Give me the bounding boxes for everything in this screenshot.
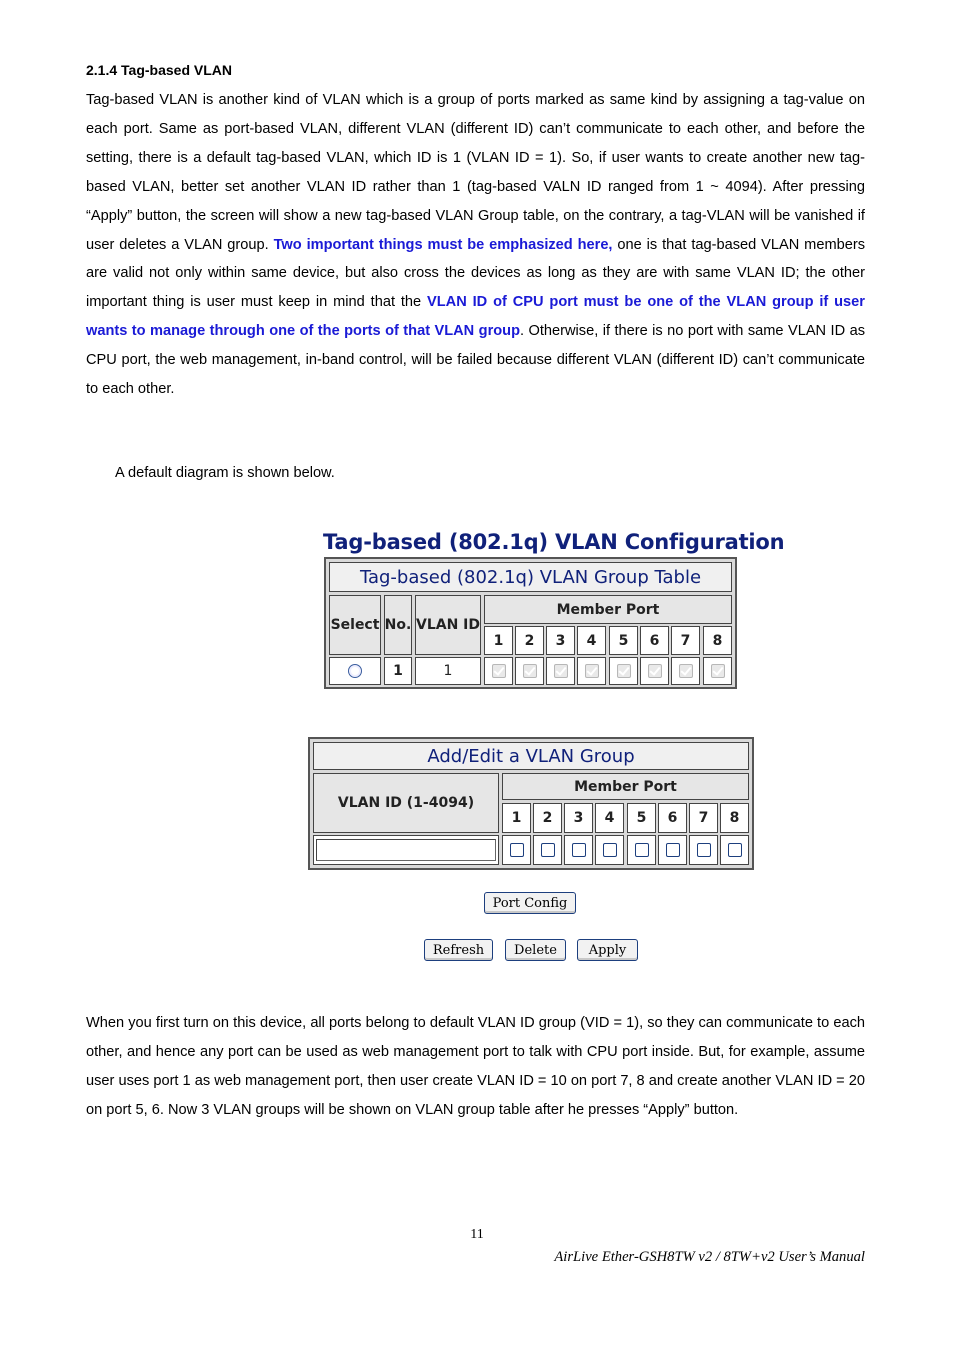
para1-text-1: Tag-based VLAN is another kind of VLAN which is a group of ports marked as same kind by assigning a tag-value on each port. Same as port-based VLAN, different VLAN (different ID) can’t communicate to each other, and before the setting, there is a default tag-based VLAN, which ID is 1 (VLAN ID = 1). So, if user wants to create another new tag-based VLAN, better set another VLAN ID rather than 1 (tag-based VALN ID ranged from 1 ~ 4094). After pressing “Apply” button, the screen will show a new tag-based VLAN Group table, on the contrary, a tag-VLAN will be vanished if user deletes a VLAN group. <box>86 92 865 253</box>
port-header-8: 8 <box>703 626 732 655</box>
add-port-7-checkbox[interactable] <box>697 843 711 857</box>
add-port-header-2: 2 <box>533 803 562 833</box>
port-header-5: 5 <box>609 626 638 655</box>
footer-manual-title: AirLive Ether-GSH8TW v2 / 8TW+v2 User’s Manual <box>554 1249 865 1265</box>
port-header-3: 3 <box>546 626 575 655</box>
row-port-2-cell <box>515 657 544 685</box>
add-port-2-cell <box>533 835 562 865</box>
section-title: 2.1.4 Tag-based VLAN <box>86 62 233 78</box>
figure-title: Tag-based (802.1q) VLAN Configuration <box>323 530 785 554</box>
port-header-1: 1 <box>484 626 513 655</box>
add-edit-vlan-group <box>308 737 754 870</box>
add-port-2-checkbox[interactable] <box>541 843 555 857</box>
row-select-radio[interactable] <box>348 664 362 678</box>
add-port-4-checkbox[interactable] <box>603 843 617 857</box>
col-header-no: No. <box>384 595 412 655</box>
vlan-id-label: VLAN ID (1-4094) <box>313 773 499 833</box>
para1-highlight-2: VLAN ID of CPU port must be one of the VLAN group if user wants to manage through one of the ports of that VLAN group <box>86 294 865 340</box>
para1-text-2: one is that tag-based VLAN members are valid not only within same device, but also cross the devices as long as they are with same VLAN ID; the other important thing is user must keep in mind that the <box>86 236 865 311</box>
row-port-6-checkbox <box>648 664 662 678</box>
vlan-group-table <box>324 557 737 689</box>
add-port-header-6: 6 <box>658 803 687 833</box>
row-port-5-cell <box>609 657 638 685</box>
add-member-port-header: Member Port <box>502 773 749 800</box>
refresh-button[interactable]: Refresh <box>424 939 493 961</box>
vlan-id-input[interactable] <box>316 839 496 861</box>
add-port-header-4: 4 <box>595 803 624 833</box>
add-edit-header: Add/Edit a VLAN Group <box>313 742 749 770</box>
body-paragraph-1 <box>86 86 865 404</box>
add-port-4-cell <box>595 835 624 865</box>
vlan-config-figure <box>283 526 788 976</box>
row-port-4-cell <box>577 657 606 685</box>
add-port-header-5: 5 <box>627 803 656 833</box>
add-port-3-checkbox[interactable] <box>572 843 586 857</box>
body-paragraph-2: When you first turn on this device, all ports belong to default VLAN ID group (VID = 1), so they can communicate to each other, and hence any port can be used as web management port to talk with CPU port inside. But, for example, assume user uses port 1 as web management port, then user create VLAN ID = 10 on port 7, 8 and create another VLAN ID = 20 on port 5, 6. Now 3 VLAN groups will be shown on VLAN group table after he presses “Apply” button. <box>86 1015 865 1118</box>
row-port-5-checkbox <box>617 664 631 678</box>
row-port-4-checkbox <box>585 664 599 678</box>
row-vlan-id: 1 <box>415 657 481 685</box>
add-port-1-cell <box>502 835 531 865</box>
row-port-7-checkbox <box>679 664 693 678</box>
port-config-button[interactable]: Port Config <box>484 892 576 914</box>
add-port-header-7: 7 <box>689 803 718 833</box>
page-number: 11 <box>470 1227 484 1242</box>
row-port-1-cell <box>484 657 513 685</box>
port-header-2: 2 <box>515 626 544 655</box>
add-port-1-checkbox[interactable] <box>510 843 524 857</box>
row-port-1-checkbox <box>492 664 506 678</box>
row-port-6-cell <box>640 657 669 685</box>
add-port-5-cell <box>627 835 656 865</box>
add-port-3-cell <box>564 835 593 865</box>
delete-button[interactable]: Delete <box>505 939 566 961</box>
port-header-7: 7 <box>671 626 700 655</box>
row-select-cell <box>329 657 381 685</box>
port-header-6: 6 <box>640 626 669 655</box>
apply-button[interactable]: Apply <box>577 939 638 961</box>
row-port-8-cell <box>703 657 732 685</box>
col-header-vlan-id: VLAN ID <box>415 595 481 655</box>
row-port-2-checkbox <box>523 664 537 678</box>
port-header-4: 4 <box>577 626 606 655</box>
row-no: 1 <box>384 657 412 685</box>
row-port-3-cell <box>546 657 575 685</box>
para1-text-3: . Otherwise, if there is no port with same VLAN ID as CPU port, the web management, in-band control, will be failed because different VLAN (different ID) can’t communicate to each other. <box>86 323 865 398</box>
col-header-select: Select <box>329 595 381 655</box>
add-port-header-3: 3 <box>564 803 593 833</box>
add-port-header-1: 1 <box>502 803 531 833</box>
add-port-6-checkbox[interactable] <box>666 843 680 857</box>
add-port-5-checkbox[interactable] <box>635 843 649 857</box>
add-port-6-cell <box>658 835 687 865</box>
col-header-member-port: Member Port <box>484 595 732 624</box>
add-port-8-checkbox[interactable] <box>728 843 742 857</box>
add-port-8-cell <box>720 835 749 865</box>
row-port-7-cell <box>671 657 700 685</box>
row-port-8-checkbox <box>711 664 725 678</box>
row-port-3-checkbox <box>554 664 568 678</box>
add-port-header-8: 8 <box>720 803 749 833</box>
group-table-header: Tag-based (802.1q) VLAN Group Table <box>329 562 732 592</box>
para1-highlight-1: Two important things must be emphasized here, <box>273 236 613 253</box>
diagram-intro: A default diagram is shown below. <box>115 465 335 481</box>
add-port-7-cell <box>689 835 718 865</box>
vlan-id-input-cell <box>313 835 499 865</box>
